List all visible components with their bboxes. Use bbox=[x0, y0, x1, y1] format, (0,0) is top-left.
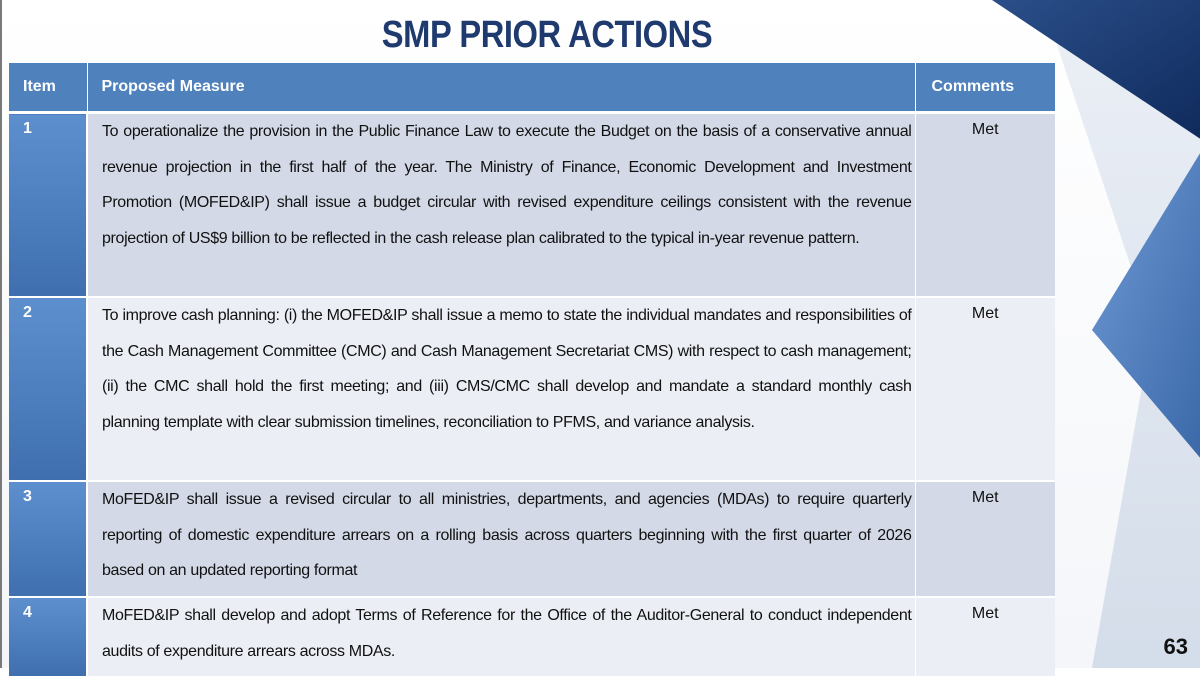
measure-text-content: To improve cash planning: (i) the MOFED&IP shall issue a memo to state the individual mandates and responsibilities of the Cash Management Committee (CMC) and Cash Management Secretariat CMS) with respect to cash management; (ii) the CMC shall hold the first meeting; and (iii) CMS/CMC shall develop and mandate a standard monthly cash planning template with clear submission timelines, reconciliation to PFMS, and variance analysis. bbox=[102, 307, 912, 431]
measure-text bbox=[87, 597, 915, 677]
measure-text bbox=[87, 481, 915, 597]
header-comments: Comments bbox=[915, 63, 1055, 113]
item-number: 4 bbox=[9, 597, 87, 677]
table-header-row bbox=[9, 63, 1055, 113]
page-title: SMP PRIOR ACTIONS bbox=[381, 14, 713, 56]
table-row bbox=[9, 597, 1055, 677]
item-number: 3 bbox=[9, 481, 87, 597]
page-number: 63 bbox=[1163, 634, 1188, 659]
comment-status: Met bbox=[915, 597, 1055, 677]
measure-text-content: MoFED&IP shall develop and adopt Terms of Reference for the Office of the Auditor-General to conduct independent audits of expenditure arrears across MDAs. bbox=[102, 607, 912, 660]
table-row bbox=[9, 481, 1055, 597]
measure-text bbox=[87, 113, 915, 298]
measure-text-content: MoFED&IP shall issue a revised circular to all ministries, departments, and agencies (MDAs) to require quarterly reporting of domestic expenditure arrears on a rolling basis across quarters beginning with the first quarter of 2026 based on an updated reporting format bbox=[102, 491, 912, 579]
item-number: 1 bbox=[9, 113, 87, 298]
table-row bbox=[9, 113, 1055, 298]
measure-text bbox=[87, 297, 915, 481]
table-row bbox=[9, 297, 1055, 481]
measure-text-content: To operationalize the provision in the Public Finance Law to execute the Budget on the basis of a conservative annual revenue projection in the first half of the year. The Ministry of Finance, Economic Development and Investment Promotion (MOFED&IP) shall issue a budget circular with revised expenditure ceilings consistent with the revenue projection of US$9 billion to be reflected in the cash release plan calibrated to the typical in-year revenue pattern. bbox=[102, 123, 912, 247]
header-proposed-measure: Proposed Measure bbox=[87, 63, 915, 113]
comment-status: Met bbox=[915, 113, 1055, 298]
comment-status: Met bbox=[915, 297, 1055, 481]
item-number: 2 bbox=[9, 297, 87, 481]
header-item: Item bbox=[9, 63, 87, 113]
comment-status: Met bbox=[915, 481, 1055, 597]
prior-actions-table bbox=[9, 63, 1056, 678]
